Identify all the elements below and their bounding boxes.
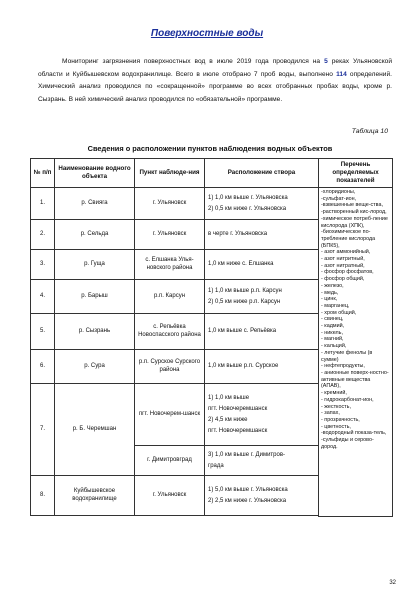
location-line: 1,0 км выше с. Репьёвка xyxy=(208,328,277,334)
param-item: - анионные поверх-ностно-активные вещества (АПАВ), xyxy=(321,369,389,390)
row-point: г. Ульяновск xyxy=(135,476,205,516)
location-line: града xyxy=(208,462,224,469)
river-count: 5 xyxy=(324,58,328,65)
param-item: - медь, xyxy=(321,289,339,296)
row-location xyxy=(205,250,319,280)
location-line: 1) 5,0 км выше г. Ульяновска xyxy=(208,486,288,493)
row-name: Куйбышевское водохранилище xyxy=(55,476,135,516)
location-line: 1) 1,0 км выше xyxy=(208,394,250,401)
col-header-point: Пункт наблюде-ния xyxy=(135,159,205,188)
location-line: пгт. Новочеремшанск xyxy=(208,427,268,434)
row-location xyxy=(205,446,319,476)
row-num: 1. xyxy=(31,188,55,220)
col-header-location: Расположение створа xyxy=(205,159,319,188)
param-item: - фосфор общий, xyxy=(321,276,365,283)
param-item: - гидрокарбонат-ион, xyxy=(321,396,374,403)
param-item: - летучие фенолы (в сумме) xyxy=(321,349,373,363)
location-line: в черте г. Ульяновска xyxy=(208,231,268,237)
param-item: - марганец, xyxy=(321,302,350,309)
location-line: 2) 2,5 км ниже г. Ульяновска xyxy=(208,497,287,504)
param-item: -растворенный кис-лород, xyxy=(321,209,387,216)
param-item: - железо, xyxy=(321,282,344,289)
col-header-params: Перечень определяемых показателей xyxy=(319,159,393,188)
row-location xyxy=(205,188,319,220)
param-item: -взвешенные веще-ства, xyxy=(321,202,383,209)
param-item: - азот нитритный, xyxy=(321,256,365,263)
row-point: р.п. Карсун xyxy=(135,280,205,314)
param-item: - нефтепродукты, xyxy=(321,363,365,370)
param-item: - хром общий, xyxy=(321,309,357,316)
param-item: -сульфат-ион, xyxy=(321,195,357,202)
param-item: - фосфор фосфатов, xyxy=(321,269,374,276)
param-item: - запах, xyxy=(321,410,340,417)
col-header-num: № п/п xyxy=(31,159,55,188)
param-item: - азот аммонийный, xyxy=(321,249,371,256)
row-point: с. Елшанка Улья-новского района xyxy=(135,250,205,280)
row-point: г. Димитровград xyxy=(135,446,205,476)
row-location xyxy=(205,384,319,446)
row-location xyxy=(205,314,319,350)
param-item: - кадмий, xyxy=(321,323,345,330)
row-point: с. Репьёвка Новоспасского района xyxy=(135,314,205,350)
row-num: 7. xyxy=(31,384,55,476)
location-line: 1,0 км выше р.п. Сурское xyxy=(208,363,279,369)
row-num: 4. xyxy=(31,280,55,314)
param-item: - азот нитратный, xyxy=(321,262,365,269)
param-item: - никель, xyxy=(321,329,343,336)
row-point: г. Ульяновск xyxy=(135,188,205,220)
row-name: р. Барыш xyxy=(55,280,135,314)
row-location xyxy=(205,476,319,516)
row-num: 6. xyxy=(31,350,55,384)
row-name: р. Сельда xyxy=(55,220,135,250)
location-line: 1) 1,0 км выше г. Ульяновска xyxy=(208,194,288,201)
location-line: 2) 4,5 км ниже xyxy=(208,416,248,423)
row-point: пгт. Новочерем-шанск xyxy=(135,384,205,446)
param-item: - цинк, xyxy=(321,296,338,303)
intro-text-1: Мониторинг загрязнения поверхностных вод в июле 2019 года проводился на xyxy=(62,58,325,65)
row-name: р. Свияга xyxy=(55,188,135,220)
param-item: - кальций, xyxy=(321,343,347,350)
row-num: 5. xyxy=(31,314,55,350)
intro-paragraph xyxy=(38,56,392,106)
row-point: р.п. Сурское Сурского района xyxy=(135,350,205,384)
row-name: р. Б. Черемшан xyxy=(55,384,135,476)
table-row xyxy=(31,188,393,220)
param-item: -хлоридионы, xyxy=(321,189,356,195)
location-line: пгт. Новочеремшанск xyxy=(208,405,268,412)
param-item: - прозрачность, xyxy=(321,416,360,423)
param-item: -химическое потреб-ление кислорода (ХПК), xyxy=(321,215,388,229)
row-num: 2. xyxy=(31,220,55,250)
row-point: г. Ульяновск xyxy=(135,220,205,250)
row-name: р. Гуща xyxy=(55,250,135,280)
location-line: 1) 1,0 км выше р.п. Карсун xyxy=(208,287,282,294)
observation-points-table xyxy=(30,158,393,517)
param-item: -сульфиды и серово-дород. xyxy=(321,437,374,450)
determination-count: 114 xyxy=(336,70,347,78)
location-line: 2) 0,5 км ниже г. Ульяновска xyxy=(208,205,287,212)
row-num: 8. xyxy=(31,476,55,516)
row-location xyxy=(205,280,319,314)
params-cell xyxy=(319,188,393,517)
param-item: -водородный показа-тель, xyxy=(321,430,387,437)
intro-text-2: реках Ульяновской области и Куйбышевском водохранилище. Всего в июле отобрано 7 проб воды, выполнено xyxy=(38,58,393,78)
row-name: р. Сура xyxy=(55,350,135,384)
param-item: - свинец, xyxy=(321,316,344,323)
param-item: -биохимическое по-требление кислорода (БПК5), xyxy=(321,229,376,249)
section-heading: Поверхностные воды xyxy=(150,28,264,39)
param-item: - кремний, xyxy=(321,390,347,397)
param-item: - цветность, xyxy=(321,423,351,430)
location-line: 1,0 км ниже с. Елшанка xyxy=(208,261,274,267)
table-number: Таблица 10 xyxy=(351,128,388,135)
row-name: р. Сызрань xyxy=(55,314,135,350)
table-title: Сведения о расположении пунктов наблюдения водных объектов xyxy=(87,144,333,153)
row-location xyxy=(205,350,319,384)
location-line: 2) 0,5 км ниже р.п. Карсун xyxy=(208,298,281,305)
page-number: 32 xyxy=(389,580,396,586)
params-list xyxy=(321,189,390,450)
intro-text-3: определений. Химический анализ проводился по «сокращенной» программе во всех отобранных пробах воды, кроме р. Сызрань. В ней химический анализ проводился по «обязательной» программе. xyxy=(38,70,392,103)
col-header-name: Наименование водного объекта xyxy=(55,159,135,188)
param-item: - жесткость, xyxy=(321,403,351,410)
row-location xyxy=(205,220,319,250)
location-line: 3) 1,0 км выше г. Димитров- xyxy=(208,451,286,458)
row-num: 3. xyxy=(31,250,55,280)
table-header-row xyxy=(31,159,393,188)
param-item: - магний, xyxy=(321,336,344,343)
